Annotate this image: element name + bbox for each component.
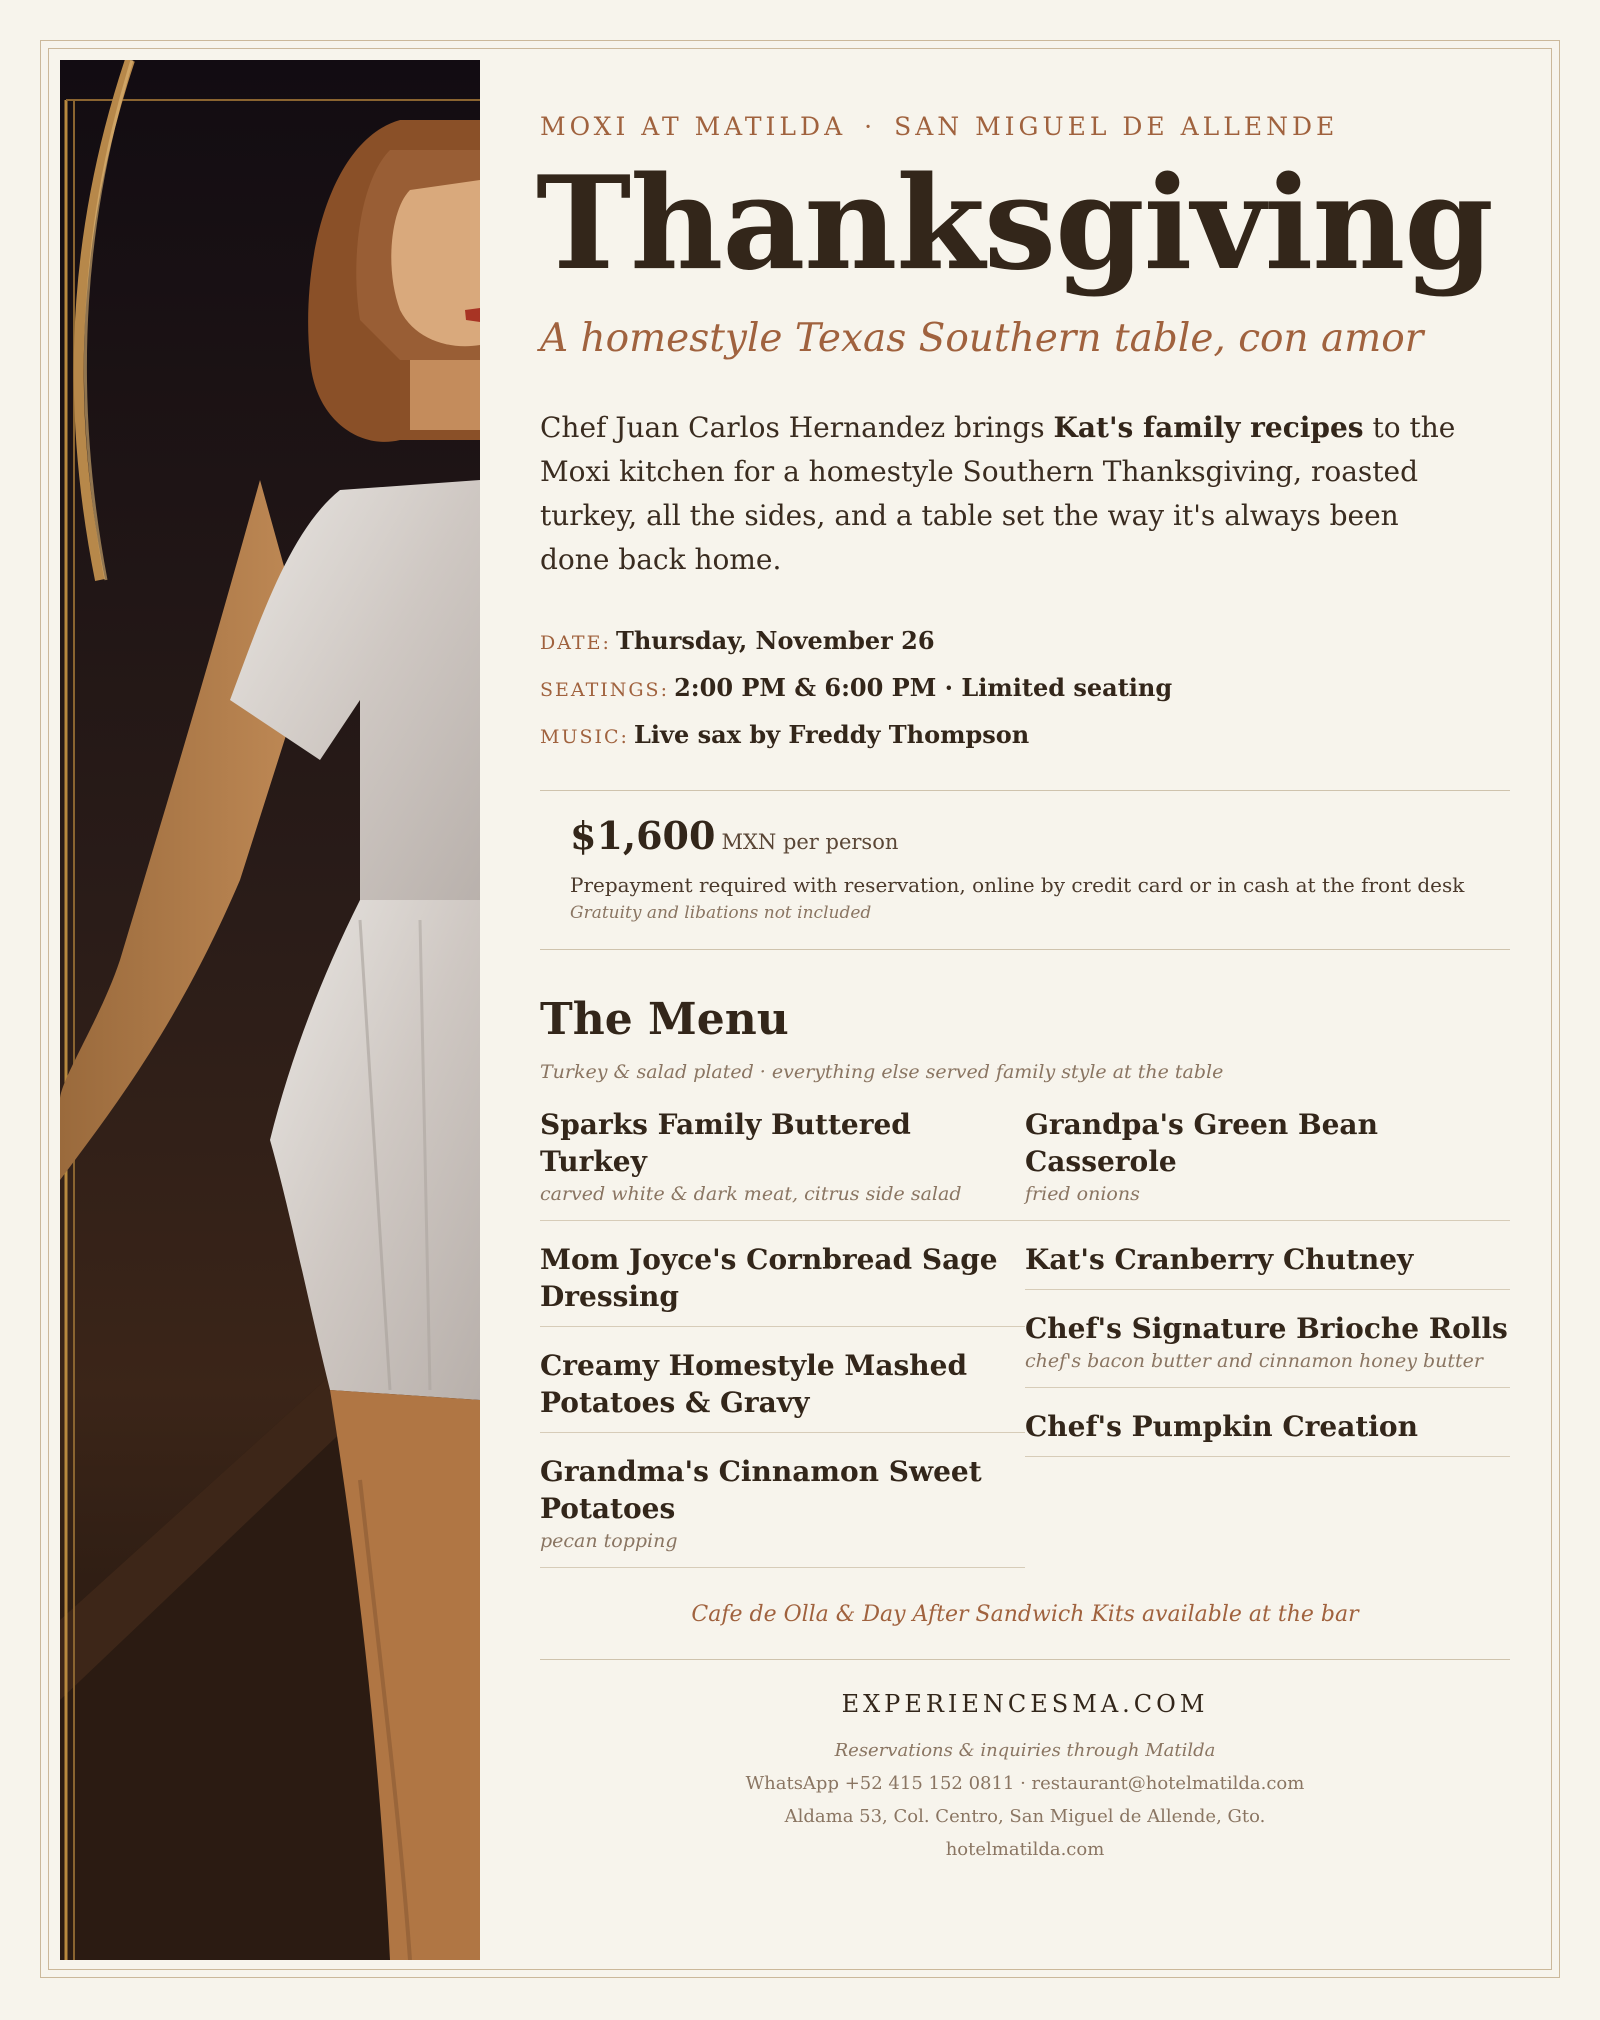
price-line bbox=[570, 813, 898, 858]
menu-item bbox=[540, 1235, 1025, 1327]
kicker-separator: · bbox=[864, 112, 877, 141]
menu-item bbox=[1025, 1235, 1510, 1290]
footer-address: Aldama 53, Col. Centro, San Miguel de Allende, Gto. bbox=[784, 1806, 1266, 1827]
intro-text-end: to the Moxi kitchen for a homestyle Southern Thanksgiving, roasted turkey, all the sides, and a table set the way it's always been done back home. bbox=[540, 411, 1456, 576]
intro-text-start: Chef Juan Carlos Hernandez brings bbox=[540, 411, 1054, 444]
menu-item-desc: chef's bacon butter and cinnamon honey butter bbox=[1025, 1350, 1483, 1372]
footer-divider bbox=[540, 1659, 1510, 1660]
menu-item bbox=[1025, 1402, 1510, 1457]
price-box bbox=[540, 790, 1510, 950]
intro-paragraph bbox=[540, 406, 1460, 582]
venue-name: MOXI AT MATILDA bbox=[540, 112, 847, 141]
menu-item-name: Mom Joyce's Cornbread Sage Dressing bbox=[540, 1243, 998, 1313]
menu-item-name: Kat's Cranberry Chutney bbox=[1025, 1243, 1414, 1276]
painting-image bbox=[60, 60, 480, 1960]
menu-item-name: Chef's Signature Brioche Rolls bbox=[1025, 1312, 1508, 1345]
menu-subtitle: Turkey & salad plated · everything else served family style at the table bbox=[540, 1061, 1224, 1083]
menu-item-desc: fried onions bbox=[1025, 1183, 1140, 1205]
footer-contact: WhatsApp +52 415 152 0811 · restaurant@hotelmatilda.com bbox=[745, 1773, 1305, 1794]
menu-item bbox=[1025, 1304, 1510, 1388]
detail-seatings bbox=[540, 673, 1510, 720]
price-note: Prepayment required with reservation, online by credit card or in cash at the front desk bbox=[570, 873, 1465, 897]
detail-label: DATE: bbox=[540, 632, 611, 654]
menu-item bbox=[1025, 1100, 1510, 1221]
menu-column-right bbox=[1025, 1100, 1510, 1471]
menu-item bbox=[540, 1447, 1025, 1568]
bar-note: Cafe de Olla & Day After Sandwich Kits available at the bar bbox=[691, 1602, 1359, 1627]
detail-value: Live sax by Freddy Thompson bbox=[634, 720, 1030, 749]
intro-highlight: Kat's family recipes bbox=[1053, 411, 1364, 444]
menu-column-left bbox=[540, 1100, 1025, 1582]
price-amount: $1,600 bbox=[570, 813, 716, 858]
menu-item-desc: carved white & dark meat, citrus side salad bbox=[540, 1183, 962, 1205]
menu-item bbox=[540, 1100, 1025, 1221]
menu-item-name: Grandpa's Green Bean Casserole bbox=[1025, 1108, 1378, 1178]
price-unit: MXN per person bbox=[721, 830, 899, 854]
detail-label: MUSIC: bbox=[540, 726, 629, 748]
menu-item-name: Grandma's Cinnamon Sweet Potatoes bbox=[540, 1455, 982, 1525]
detail-value: 2:00 PM & 6:00 PM · Limited seating bbox=[674, 673, 1173, 702]
city-name: SAN MIGUEL DE ALLENDE bbox=[894, 112, 1339, 141]
detail-music bbox=[540, 720, 1510, 767]
footer-reservations: Reservations & inquiries through Matilda bbox=[834, 1740, 1216, 1761]
menu-item-desc: pecan topping bbox=[540, 1530, 678, 1552]
menu-item-name: Sparks Family Buttered Turkey bbox=[540, 1108, 911, 1178]
menu-item bbox=[540, 1341, 1025, 1433]
price-fine-print: Gratuity and libations not included bbox=[570, 903, 872, 923]
menu-item-name: Chef's Pumpkin Creation bbox=[1025, 1410, 1418, 1443]
event-details bbox=[540, 626, 1510, 767]
page-subtitle: A homestyle Texas Southern table, con amor bbox=[540, 316, 1424, 361]
detail-date bbox=[540, 626, 1510, 673]
detail-label: SEATINGS: bbox=[540, 679, 669, 701]
footer-website[interactable]: EXPERIENCESMA.COM bbox=[841, 1690, 1209, 1718]
page-title: Thanksgiving bbox=[536, 149, 1493, 299]
detail-value: Thursday, November 26 bbox=[615, 626, 935, 655]
venue-kicker bbox=[540, 112, 1510, 141]
menu-item-name: Creamy Homestyle Mashed Potatoes & Gravy bbox=[540, 1349, 968, 1419]
menu-title: The Menu bbox=[540, 994, 789, 1045]
footer-web-link[interactable]: hotelmatilda.com bbox=[945, 1839, 1105, 1860]
